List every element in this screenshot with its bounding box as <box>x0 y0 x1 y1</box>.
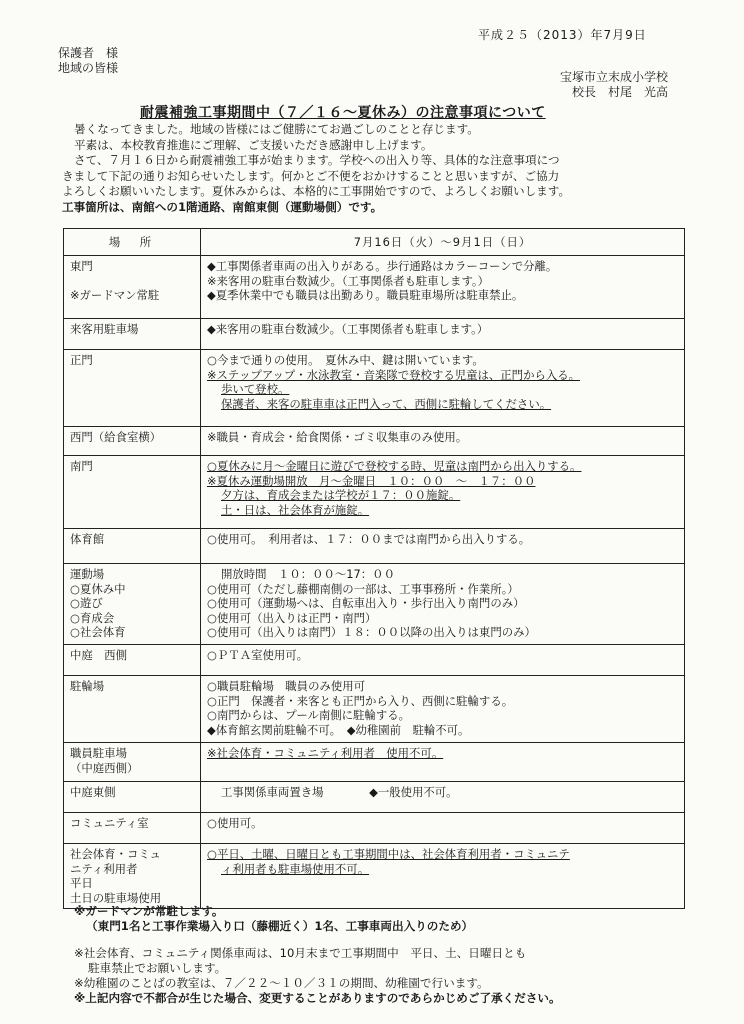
note-line: ※来客用の駐車台数減少。（工事関係者も駐車します。） <box>207 273 489 288</box>
table-row <box>64 456 685 529</box>
place-label: ○夏休み中 <box>70 581 126 596</box>
note-line: ※ステップアップ・水泳教室・音楽隊で登校する児童は、正門から入る。 <box>207 367 581 382</box>
table-row <box>64 319 685 350</box>
table-header-row <box>64 229 685 256</box>
table-row <box>64 350 685 427</box>
note-line: 土・日は、社会体育が施錠。 <box>221 502 370 517</box>
guard-line: （東門1名と工事作業場入り口（藤棚近く）1名、工事車両出入りのため） <box>86 919 474 933</box>
table-row <box>64 529 685 564</box>
place-label: 正門 <box>70 353 93 367</box>
place-label: コミュニティ室 <box>70 816 149 830</box>
place-label: 南門 <box>70 459 93 473</box>
table-row <box>64 782 685 813</box>
place-label: （中庭西側） <box>70 760 139 775</box>
document-title: 耐震補強工事期間中（７／１６～夏休み）の注意事項について <box>140 105 546 121</box>
note-line: ィ利用者も駐車場使用不可。 <box>221 861 370 876</box>
note-line: ○使用可（運動場へは、自転車出入り・歩行出入り南門のみ） <box>207 596 525 610</box>
guard-line: ※ガードマンが常駐します。 <box>74 904 224 918</box>
note-line: ○南門からは、プール南側に駐輪する。 <box>207 708 411 722</box>
note-line: ○使用可。 <box>207 816 263 830</box>
table-row <box>64 813 685 844</box>
table-row <box>64 676 685 743</box>
header-period: 7月16日（火）～9月1日（日） <box>201 229 685 256</box>
place-label: 東門 <box>70 259 93 273</box>
note-line: 開放時間 １０：００～17：００ <box>221 567 395 581</box>
intro-line: よろしくお願いいたします。夏休みからは、本格的に工事開始ですので、よろしくお願いします。 <box>62 184 571 198</box>
place-label: 職員駐車場 <box>70 746 127 760</box>
table-row <box>64 645 685 676</box>
note-line: ※職員・育成会・給食関係・ゴミ収集車のみ使用。 <box>207 430 468 444</box>
table-row <box>64 844 685 909</box>
table-row <box>64 564 685 645</box>
recipient-community: 地域の皆様 <box>58 61 119 75</box>
note-line: ○正門 保護者・来客とも正門から入り、西側に駐輪する。 <box>207 693 514 708</box>
footer-note-line: ※幼稚園のことばの教室は、７／２２～１０／３１の期間、幼稚園で行います。 <box>74 976 489 990</box>
intro-line: 暑くなってきました。地域の皆様にはご健勝にてお過ごしのことと存じます。 <box>74 122 479 136</box>
note-line: ○使用可。 利用者は、１７：００までは南門から出入りする。 <box>207 532 531 546</box>
place-label: ○育成会 <box>70 610 115 625</box>
place-label: 駐輪場 <box>70 679 105 693</box>
place-label: 土日の駐車場使用 <box>70 890 162 905</box>
place-label: ○遊び <box>70 596 103 610</box>
footer-note-line: ※上記内容で不都合が生じた場合、変更することがありますのであらかじめご了承ください。 <box>74 991 561 1005</box>
note-line: ◆工事関係者車両の出入りがある。歩行通路はカラーコーンで分離。 <box>207 259 558 273</box>
footer-note-line: ※社会体育、コミュニティ関係車両は、10月末まで工事期間中 平日、土、日曜日とも <box>74 946 527 960</box>
place-label: 中庭東側 <box>70 785 116 799</box>
note-line: ○今まで通りの使用。 夏休み中、鍵は開いています。 <box>207 353 484 367</box>
note-line: 工事関係車両置き場 ◆一般使用不可。 <box>221 785 458 799</box>
guard-notice <box>74 904 473 934</box>
note-line: ○使用可（出入りは正門・南門） <box>207 610 377 625</box>
intro-line: さて、７月１６日から耐震補強工事が始まります。学校への出入り等、具体的な注意事項につ <box>74 153 560 167</box>
place-label: 体育館 <box>70 532 105 546</box>
note-line: 夕方は、育成会または学校が１７：００施錠。 <box>221 488 461 502</box>
place-label: 来客用駐車場 <box>70 322 139 336</box>
note-line: ○使用可（出入りは南門）１８：００以降の出入りは東門のみ） <box>207 625 536 639</box>
footer-note-line: 駐車禁止でお願いします。 <box>88 961 227 975</box>
recipient-parents: 保護者 様 <box>58 46 119 60</box>
note-line: ○使用可（ただし藤棚南側の一部は、工事事務所・作業所。） <box>207 581 519 596</box>
intro-line: 工事箇所は、南館への1階通路、南館東側（運動場側）です。 <box>62 199 383 214</box>
place-label: ○社会体育 <box>70 625 126 639</box>
document-date: 平成２５（2013）年7月9日 <box>478 28 647 42</box>
note-line: ○平日、土曜、日曜日とも工事期間中は、社会体育利用者・コミュニテ <box>207 847 570 861</box>
place-label <box>70 274 194 289</box>
header-place: 場 所 <box>64 229 201 256</box>
table-row <box>64 743 685 782</box>
notice-table <box>63 228 685 909</box>
footer-notes <box>74 946 561 1006</box>
place-label: 西門（給食室横） <box>70 430 162 444</box>
place-label: 平日 <box>70 876 93 890</box>
note-line: ◆来客用の駐車台数減少。（工事関係者も駐車します。） <box>207 322 489 336</box>
intro-text <box>62 122 702 215</box>
sender-school: 宝塚市立末成小学校 <box>560 70 669 84</box>
place-label: 社会体育・コミュ <box>70 847 161 861</box>
place-label: ※ガードマン常駐 <box>70 288 160 302</box>
table-row <box>64 256 685 319</box>
note-line: ※社会体育・コミュニティ利用者 使用不可。 <box>207 746 444 760</box>
place-label: 運動場 <box>70 567 105 581</box>
table-row <box>64 427 685 456</box>
place-label: ニティ利用者 <box>70 861 138 876</box>
note-line: ○ＰＴＡ室使用可。 <box>207 648 309 662</box>
note-line: ○職員駐輪場 職員のみ使用可 <box>207 679 366 693</box>
place-label: 中庭 西側 <box>70 648 127 662</box>
note-line: ○夏休みに月～金曜日に遊びで登校する時、児童は南門から出入りする。 <box>207 459 582 473</box>
intro-line: きまして下記の通りお知らせいたします。何かとご不便をおかけすることと思いますが、ご協力 <box>62 168 560 183</box>
note-line: 歩いて登校。 <box>221 382 290 396</box>
sender-principal: 校長 村尾 光高 <box>572 85 669 99</box>
note-line: ◆夏季休業中でも職員は出勤あり。職員駐車場所は駐車禁止。 <box>207 288 524 302</box>
note-line: ※夏休み運動場開放 月～金曜日 １０：００ ～ １７：００ <box>207 473 536 488</box>
intro-line: 平素は、本校教育推進にご理解、ご支援いただき感謝申し上げます。 <box>74 137 433 152</box>
note-line: ◆体育館玄関前駐輪不可。 ◆幼稚園前 駐輪不可。 <box>207 722 470 737</box>
note-line: 保護者、来客の駐車車は正門入って、西側に駐輪してください。 <box>221 396 552 411</box>
